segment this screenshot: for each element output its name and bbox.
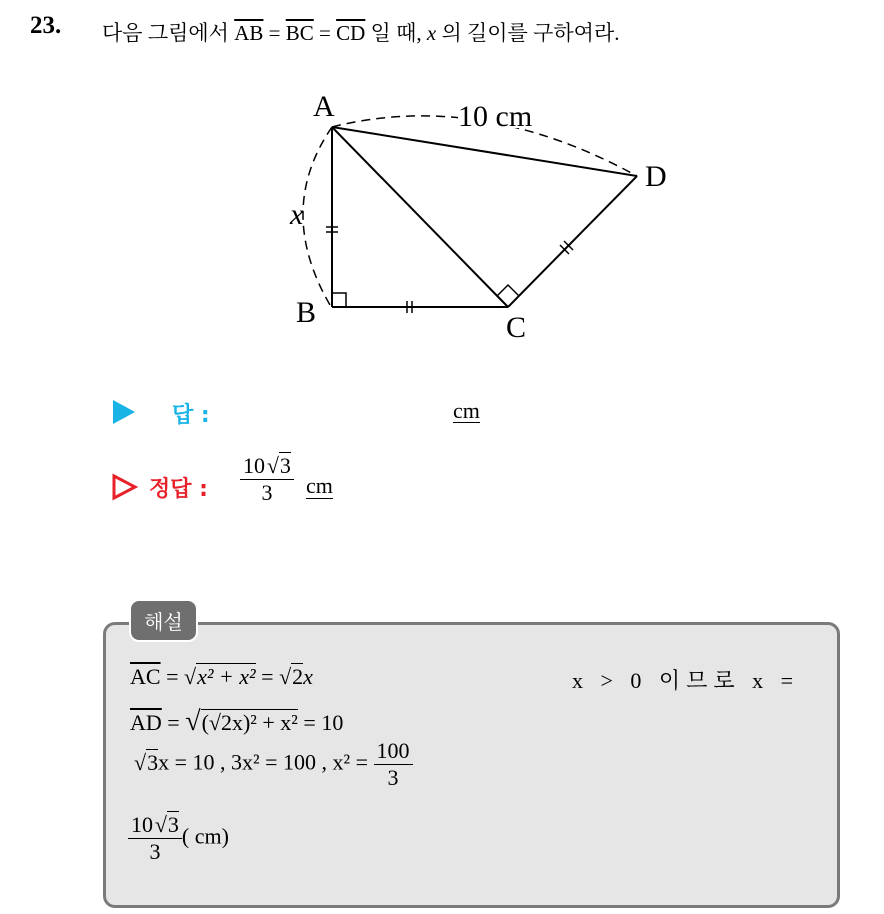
solution-l2-end: = 10	[297, 710, 344, 735]
correct-answer-icon	[111, 473, 139, 501]
solution-line-1: $\overline{AC} = √x^2 + x^2 = √2x$	[130, 664, 313, 689]
variable-x: x	[426, 21, 437, 45]
correct-answer-value: $\frac{10 √3}{3}$	[240, 453, 294, 506]
segment-cd-line	[508, 176, 637, 307]
question-number: 23.	[30, 12, 62, 39]
correct-num: 10	[243, 453, 265, 478]
solution-l1-sqrt: x² + x²	[197, 664, 256, 689]
equals-1: =	[263, 21, 286, 45]
correct-answer-unit: cm	[306, 473, 333, 498]
label-b: B	[296, 296, 317, 329]
solution-l2-body: (√2x)² + x²	[201, 710, 298, 735]
equals-2: =	[313, 21, 337, 45]
solution-l4-sqrt: 3	[167, 812, 179, 837]
solution-l4-num: 10	[131, 812, 153, 837]
label-ad-length: 10 cm	[458, 100, 533, 133]
solution-l2-eq: =	[167, 710, 186, 735]
solution-l3-num: 100	[374, 738, 413, 765]
arc-ab	[303, 127, 332, 305]
correct-answer-label: 정답 :	[149, 477, 208, 502]
solution-l1-eq: =	[166, 664, 184, 689]
solution-line-2: $\overline{AD} = √(√2x)^2 + x^2 = 10$	[130, 706, 344, 737]
solution-l3-text: x = 10 , 3x² = 100 , x² =	[158, 749, 374, 775]
solution-seg-ad: $\overline{AD}$	[130, 710, 162, 735]
segment-ab: $\overline{AB}$	[234, 21, 264, 45]
solution-l4-den: 3	[149, 839, 161, 864]
correct-den: 3	[261, 480, 273, 505]
label-c: C	[506, 311, 527, 344]
answer-label: 답 :	[172, 403, 210, 428]
solution-l3-den: 3	[387, 765, 399, 790]
solution-l3-sqrt: 3	[147, 749, 159, 775]
label-a: A	[313, 90, 335, 123]
answer-play-icon	[111, 398, 137, 426]
solution-l4-unit: ( cm)	[181, 823, 229, 849]
label-d: D	[645, 160, 667, 193]
solution-line-4: $\frac{10 √3}{3}$ ( cm)	[128, 812, 229, 865]
solution-line-1-right: x > 0 이므로 x =	[572, 668, 800, 693]
right-angle-c	[497, 285, 519, 296]
question-text	[102, 17, 620, 47]
segment-cd: $\overline{CD}$	[336, 21, 366, 45]
question-text-before: 다음 그림에서	[102, 21, 235, 45]
segment-ac-line	[332, 127, 508, 307]
segment-bc: $\overline{BC}$	[285, 21, 314, 45]
question-text-mid: 일 때,	[365, 21, 427, 45]
solution-l1-sqrt2: 2	[292, 664, 304, 689]
correct-sqrt-arg: 3	[279, 453, 291, 478]
label-x: x	[290, 198, 304, 231]
geometry-figure	[270, 85, 690, 350]
segment-ad-line	[332, 127, 637, 176]
solution-l1-eq2: =	[261, 664, 280, 689]
solution-line-3: √3x = 10 , 3x² = 100 , x² = $\frac{100}{3}$	[134, 738, 413, 791]
solution-l1-x: x	[303, 664, 313, 689]
solution-seg-ac: $\overline{AC}$	[130, 664, 161, 689]
answer-unit: cm	[453, 398, 480, 423]
solution-tab: 해설	[129, 599, 198, 642]
right-angle-b	[332, 293, 346, 307]
question-text-after: 의 길이를 구하여라.	[436, 21, 620, 45]
